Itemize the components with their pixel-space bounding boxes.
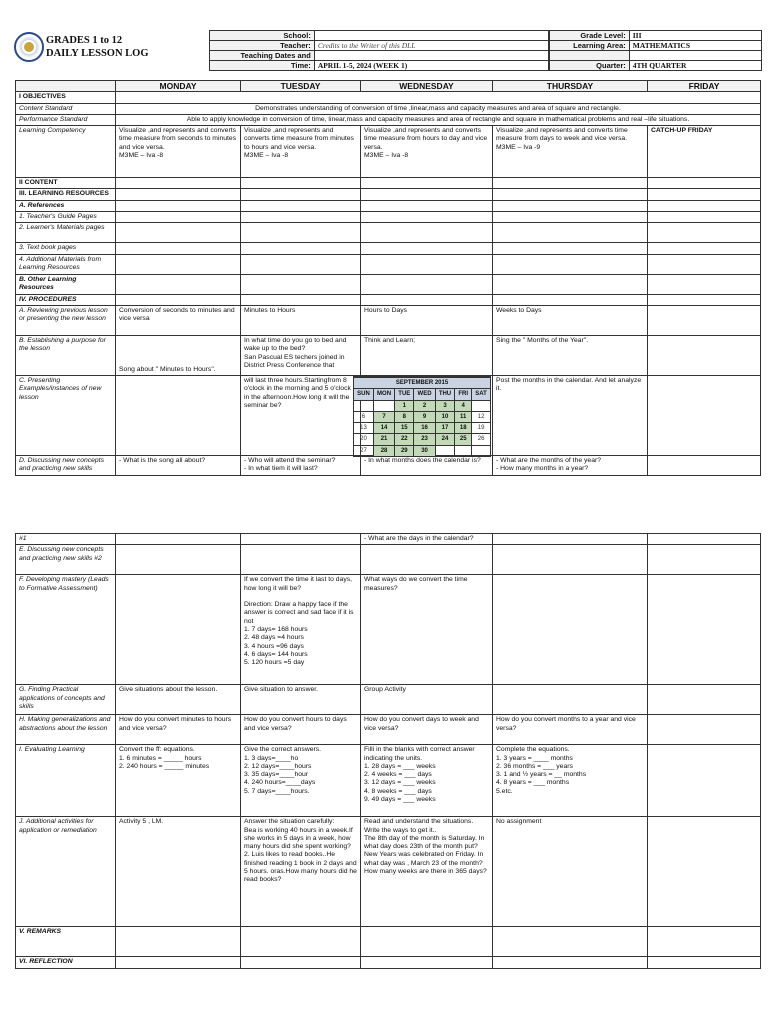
school-value xyxy=(314,31,548,41)
procedures-heading: IV. PROCEDURES xyxy=(16,294,116,305)
school-label: School: xyxy=(210,31,315,41)
calendar-day: 7 xyxy=(373,411,394,422)
learning-competency-label: Learning Competency xyxy=(16,126,116,178)
competency-friday: CATCH-UP FRIDAY xyxy=(648,126,761,178)
calendar-title: SEPTEMBER 2015 xyxy=(354,377,491,389)
title-line-1: GRADES 1 to 12 xyxy=(46,35,123,46)
september-calendar xyxy=(353,376,491,457)
proc-g-monday: Give situations about the lesson. xyxy=(116,685,241,715)
day-tuesday: TUESDAY xyxy=(241,81,361,92)
content-standard-label: Content Standard xyxy=(16,103,116,114)
dates-label-1: Teaching Dates and xyxy=(210,51,315,61)
textbook-pages-label: 3. Text book pages xyxy=(16,243,116,254)
day-wednesday: WEDNESDAY xyxy=(361,81,493,92)
title-line-2: DAILY LESSON LOG xyxy=(46,48,149,59)
calendar-day: 4 xyxy=(455,400,472,411)
calendar-day: 17 xyxy=(435,423,455,434)
lesson-log-table-page2 xyxy=(15,533,761,969)
calendar-day: 12 xyxy=(472,411,491,422)
proc-j-thursday: No assignment xyxy=(493,817,648,927)
calendar-day xyxy=(373,400,394,411)
proc-f-tuesday: If we convert the time it last to days, how long it will be? Direction: Draw a happy face if the answer is correct and sad face if it is not 1. 7 days= 168 hours 2. 48 days =4 hours 3. 4 hours =96 days 4. 6 days= 144 hours 5. 120 hours =5 day xyxy=(244,576,354,667)
calendar-day: 26 xyxy=(472,434,491,445)
dates-value: APRIL 1-5, 2024 (WEEK 1) xyxy=(314,61,548,71)
calendar-day: 13 xyxy=(354,423,374,434)
calendar-week-row xyxy=(354,411,491,422)
calendar-weekday: SAT xyxy=(472,389,491,400)
calendar-day: 1 xyxy=(395,400,414,411)
proc-d-label: D. Discussing new concepts and practicing new skills xyxy=(16,455,116,475)
competency-thursday: Visualize ,and represents and converts time measure from days to week and vice versa. M3ME – Iva -9 xyxy=(496,127,628,151)
grade-info-table xyxy=(549,30,762,71)
proc-g-tuesday: Give situation to answer. xyxy=(241,685,361,715)
competency-tuesday: Visualize ,and represents and converts time measure from minutes to hours and vice versa. M3ME – Iva -8 xyxy=(244,127,354,160)
proc-c-label: C. Presenting Examples/instances of new lesson xyxy=(16,375,116,455)
performance-standard-text: Able to apply knowledge in conversion of time, linear,mass and capacity measures and area of rectangle and square in mathematical problems and real –life situations. xyxy=(116,114,761,125)
calendar-weekday: WED xyxy=(414,389,435,400)
calendar-day: 25 xyxy=(455,434,472,445)
proc-h-label: H. Making generalizations and abstractions about the lesson xyxy=(16,715,116,745)
proc-i-thursday: Complete the equations. 1. 3 years = ____ months 2. 36 months = ___ years 3. 1 and ½ years = __ months 4. 8 years = ___ months 5.etc. xyxy=(496,746,587,795)
proc-i-monday: Convert the ff: equations. 1. 6 minutes = _____ hours 2. 240 hours = _____ minutes xyxy=(119,746,210,770)
proc-d2-wednesday: - What are the days in the calendar? xyxy=(361,534,493,545)
references-heading: A. References xyxy=(16,200,116,211)
calendar-day: 19 xyxy=(472,423,491,434)
calendar-weekday: THU xyxy=(435,389,455,400)
deped-seal-icon xyxy=(14,32,44,62)
calendar-weekday: TUE xyxy=(395,389,414,400)
teacher-value: Credits to the Writer of this DLL xyxy=(314,41,548,51)
calendar-day: 30 xyxy=(414,445,435,456)
proc-b-label: B. Establishing a purpose for the lesson xyxy=(16,335,116,375)
document-title xyxy=(46,34,149,60)
proc-i-tuesday: Give the correct answers. 1. 3 days=____ho 2. 12 days=____hours 3. 35 days=____hour 4. 240 hours=____days 5. 7 days=____hours. xyxy=(244,746,322,795)
calendar-day xyxy=(472,445,491,456)
calendar-day: 16 xyxy=(414,423,435,434)
dates-label-2: Time: xyxy=(210,61,315,71)
competency-wednesday: Visualize ,and represents and converts time measure from hours to day and vice versa. M3ME – Iva -8 xyxy=(364,127,488,160)
calendar-day: 24 xyxy=(435,434,455,445)
quarter-value: 4TH QUARTER xyxy=(629,61,761,71)
calendar-week-row xyxy=(354,400,491,411)
objectives-heading: I OBJECTIVES xyxy=(16,92,116,103)
proc-d-wednesday: - In what months does the calendar is? xyxy=(361,455,493,475)
proc-a-thursday: Weeks to Days xyxy=(493,305,648,335)
calendar-day: 11 xyxy=(455,411,472,422)
day-friday: FRIDAY xyxy=(648,81,761,92)
proc-d-tuesday: - Who will attend the seminar? - In what tiem it will last? xyxy=(244,456,336,473)
reflection-heading: VI. REFLECTION xyxy=(16,957,116,968)
proc-d-thursday: - What are the months of the year? - How many months in a year? xyxy=(496,456,602,473)
grade-label: Grade Level: xyxy=(550,31,630,41)
proc-h-tuesday: How do you convert hours to days and vice versa? xyxy=(241,715,361,745)
log-header xyxy=(12,30,762,72)
proc-j-tuesday: Answer the situation carefully: Bea is working 40 hours in a week.If she works in 5 days in a week, how many hours did she spent working? 2. Luis likes to read books..He finished reading 1 book in 2 days and 5 hours. oras.How many hours did he read books? xyxy=(244,818,357,884)
other-resources-label: B. Other Learning Resources xyxy=(16,274,116,294)
calendar-day: 23 xyxy=(414,434,435,445)
calendar-day: 15 xyxy=(395,423,414,434)
calendar-day: 28 xyxy=(373,445,394,456)
lesson-log-table-page1 xyxy=(15,80,761,476)
proc-f-label: F. Developing mastery (Leads to Formative Assessment) xyxy=(16,575,116,685)
proc-b-wednesday: Think and Learn; xyxy=(361,335,493,375)
proc-h-thursday: How do you convert months to a year and vice versa? xyxy=(493,715,648,745)
calendar-widget xyxy=(357,376,492,454)
calendar-weekday: SUN xyxy=(354,389,374,400)
calendar-day: 10 xyxy=(435,411,455,422)
proc-i-wednesday: Filli in the blanks with correct answer indicating the units. 1. 28 days = ___ weeks 2. 4 weeks = ___ days 3. 12 days = ___ weeks 4. 8 weeks = ___ days 9. 49 days = ___ weeks xyxy=(364,746,475,804)
school-info-table xyxy=(209,30,549,71)
proc-b-tuesday: In what time do you go to bed and wake up to the bed? San Pascual ES techers joined in District Press Conference that xyxy=(244,336,347,369)
calendar-day: 21 xyxy=(373,434,394,445)
proc-b-thursday: Sing the " Months of the Year". xyxy=(493,335,648,375)
competency-monday: Visualize ,and represents and converts time measure from seconds to minutes and vice versa. M3ME – Iva -8 xyxy=(119,127,237,160)
teacher-label: Teacher: xyxy=(210,41,315,51)
calendar-week-row xyxy=(354,434,491,445)
calendar-day: 3 xyxy=(435,400,455,411)
proc-c-tuesday: will last three hours.Startingfrom 8 o'clock in the morning and 5 o'clock in the afternoon.How long it will the seminar be? xyxy=(241,375,361,455)
content-standard-text: Demonstrates understanding of conversion of time ,linear,mass and capacity measures and area of square and rectangle. xyxy=(116,103,761,114)
calendar-day: 2 xyxy=(414,400,435,411)
calendar-day xyxy=(435,445,455,456)
remarks-heading: V. REMARKS xyxy=(16,927,116,957)
proc-c-thursday: Post the months in the calendar. And let analyze it. xyxy=(493,375,648,455)
area-label: Learning Area: xyxy=(550,41,630,51)
proc-j-wednesday: Read and understand the situations. Write the ways to get it.. The 8th day of the month is Saturday. In what day does 23th of the month put? New Years was celebrated on Friday. In what day was , March 23 of the month? How many weeks are there in 365 days? xyxy=(364,818,487,876)
calendar-weekday: FRI xyxy=(455,389,472,400)
proc-a-monday: Conversion of seconds to minutes and vice versa xyxy=(116,305,241,335)
day-header-row xyxy=(16,81,761,92)
day-monday: MONDAY xyxy=(116,81,241,92)
proc-h-monday: How do you convert minutes to hours and vice versa? xyxy=(116,715,241,745)
calendar-day: 22 xyxy=(395,434,414,445)
calendar-day xyxy=(354,400,374,411)
calendar-day xyxy=(472,400,491,411)
quarter-label: Quarter: xyxy=(550,61,630,71)
calendar-day: 14 xyxy=(373,423,394,434)
proc-f-wednesday: What ways do we convert the time measures? xyxy=(361,575,493,685)
learners-materials-label: 2. Learner's Materials pages xyxy=(16,223,116,243)
proc-j-label: J. Additional activities for application or remediation xyxy=(16,817,116,927)
proc-h-wednesday: How do you convert days to week and vice versa? xyxy=(361,715,493,745)
calendar-day xyxy=(455,445,472,456)
calendar-day: 27 xyxy=(354,445,374,456)
proc-d2-label: #1 xyxy=(16,534,116,545)
proc-a-label: A. Reviewing previous lesson or presenting the new lesson xyxy=(16,305,116,335)
grade-value: III xyxy=(629,31,761,41)
calendar-day: 18 xyxy=(455,423,472,434)
area-value: MATHEMATICS xyxy=(629,41,761,51)
performance-standard-label: Performance Standard xyxy=(16,114,116,125)
proc-g-wednesday: Group Activity xyxy=(361,685,493,715)
calendar-day: 9 xyxy=(414,411,435,422)
additional-materials-label: 4. Additional Materials from Learning Resources xyxy=(16,254,116,274)
proc-d-monday: - What is the song all about? xyxy=(116,455,241,475)
resources-heading: III. LEARNING RESOURCES xyxy=(16,189,116,200)
proc-b-monday: Song about " Minutes to Hours". xyxy=(116,335,241,375)
calendar-week-row xyxy=(354,423,491,434)
proc-i-label: I. Evaluating Learning xyxy=(16,745,116,817)
proc-g-label: G. Finding Practical applications of concepts and skills xyxy=(16,685,116,715)
day-thursday: THURSDAY xyxy=(493,81,648,92)
calendar-day: 29 xyxy=(395,445,414,456)
calendar-day: 6 xyxy=(354,411,374,422)
proc-e-label: E. Discussing new concepts and practicing new skills #2 xyxy=(16,545,116,575)
content-heading: II CONTENT xyxy=(16,178,116,189)
calendar-week-row xyxy=(354,445,491,456)
teachers-guide-label: 1. Teacher's Guide Pages xyxy=(16,212,116,223)
proc-a-tuesday: Minutes to Hours xyxy=(241,305,361,335)
proc-a-wednesday: Hours to Days xyxy=(361,305,493,335)
calendar-weekday: MON xyxy=(373,389,394,400)
calendar-day: 20 xyxy=(354,434,374,445)
proc-j-monday: Activity 5 , LM. xyxy=(116,817,241,927)
calendar-day: 8 xyxy=(395,411,414,422)
